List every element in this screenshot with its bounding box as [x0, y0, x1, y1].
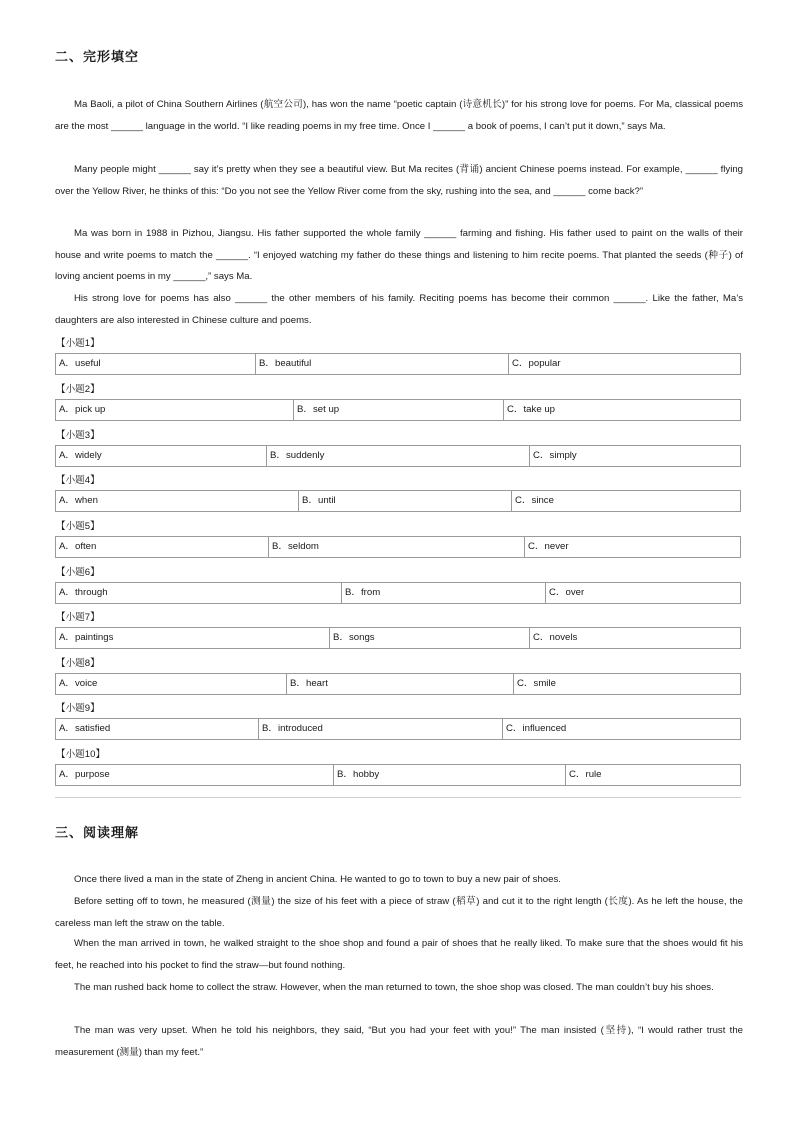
question-label: 【小题6】	[56, 567, 100, 578]
question-label: 【小题2】	[56, 384, 100, 395]
reading-paragraph-5: The man was very upset. When he told his neighbors, they said, “But you had your feet with you!” The man insisted (坚持), “I would rather trust the measurement (测量) than my feet.”	[55, 1025, 743, 1058]
option-a[interactable]: A．often	[59, 541, 97, 552]
option-b[interactable]: B．beautiful	[255, 354, 508, 374]
option-b[interactable]: B．hobby	[333, 765, 565, 785]
option-a[interactable]: A．satisfied	[59, 723, 111, 734]
option-a[interactable]: A．useful	[59, 358, 101, 369]
option-row	[55, 445, 741, 467]
option-row	[55, 764, 741, 786]
cloze-paragraph-2: Many people might ______ say it’s pretty when they see a beautiful view. But Ma recites (背诵) ancient Chinese poems instead. For example, ______ flying over the Yellow River, he thinks of this: “Do you not see the Yellow River come from the sky, rushing into the sea, and ______ come back?”	[55, 164, 743, 197]
reading-paragraph-2: Before setting off to town, he measured (测量) the size of his feet with a piece of straw (稻草) and cut it to the right length (长度). As he left the house, the careless man left the straw on the table.	[55, 896, 743, 929]
option-a[interactable]: A．paintings	[59, 632, 114, 643]
option-row	[55, 718, 741, 740]
option-row	[55, 353, 741, 375]
reading-paragraph-4: The man rushed back home to collect the straw. However, when the man returned to town, the shoe shop was closed. The man couldn’t buy his shoes.	[74, 982, 714, 993]
option-a[interactable]: A．widely	[59, 450, 102, 461]
option-b[interactable]: B．from	[341, 583, 545, 603]
option-b[interactable]: B．songs	[329, 628, 529, 648]
question-label: 【小题7】	[56, 612, 100, 623]
option-b[interactable]: B．introduced	[258, 719, 502, 739]
option-row	[55, 490, 741, 512]
option-a[interactable]: A．purpose	[59, 769, 110, 780]
question-label: 【小题10】	[56, 749, 106, 760]
option-b[interactable]: B．until	[298, 491, 511, 511]
question-label: 【小题3】	[56, 430, 100, 441]
option-row	[55, 536, 741, 558]
option-row	[55, 399, 741, 421]
option-b[interactable]: B．heart	[286, 674, 513, 694]
cloze-section-title: 二、完形填空	[55, 49, 140, 64]
question-label: 【小题9】	[56, 703, 100, 714]
cloze-paragraph-3: Ma was born in 1988 in Pizhou, Jiangsu. His father supported the whole family ______ farming and fishing. His father used to paint on the walls of their house and write poems to match the ______. “I enjoyed watching my father do these things and listening to him recite poems. That planted the seeds (种子) of loving ancient poems in my ______,” says Ma.	[55, 228, 743, 282]
option-b[interactable]: B．suddenly	[266, 446, 529, 466]
option-row	[55, 582, 741, 604]
option-a[interactable]: A．when	[59, 495, 98, 506]
option-c[interactable]: C．influenced	[502, 719, 740, 739]
option-a[interactable]: A．voice	[59, 678, 98, 689]
option-c[interactable]: C．rule	[565, 765, 740, 785]
question-label: 【小题8】	[56, 658, 100, 669]
option-b[interactable]: B．set up	[293, 400, 503, 420]
question-label: 【小题4】	[56, 475, 100, 486]
option-c[interactable]: C．simply	[529, 446, 740, 466]
option-c[interactable]: C．since	[511, 491, 740, 511]
reading-section-title: 三、阅读理解	[55, 825, 140, 840]
option-row	[55, 627, 741, 649]
question-label: 【小题5】	[56, 521, 100, 532]
section-divider	[55, 797, 741, 798]
reading-paragraph-3: When the man arrived in town, he walked straight to the shoe shop and found a pair of shoes that he really liked. To make sure that the shoes would fit his feet, he reached into his pocket to find the straw—but found nothing.	[55, 938, 743, 971]
option-c[interactable]: C．over	[545, 583, 740, 603]
option-c[interactable]: C．popular	[508, 354, 740, 374]
reading-paragraph-1: Once there lived a man in the state of Zheng in ancient China. He wanted to go to town to buy a new pair of shoes.	[74, 874, 561, 885]
cloze-paragraph-1: Ma Baoli, a pilot of China Southern Airlines (航空公司), has won the name “poetic captain (诗意机长)” for his strong love for poems. For Ma, classical poems are the most ______ language in the world. “I like reading poems in my free time. Once I ______ a book of poems, I can’t put it down,” says Ma.	[55, 99, 743, 132]
option-b[interactable]: B．seldom	[268, 537, 524, 557]
option-c[interactable]: C．smile	[513, 674, 740, 694]
option-a[interactable]: A．pick up	[59, 404, 106, 415]
option-c[interactable]: C．take up	[503, 400, 740, 420]
cloze-paragraph-4: His strong love for poems has also ______ the other members of his family. Reciting poems has become their common ______. Like the father, Ma’s daughters are also interested in Chinese culture and poems.	[55, 293, 743, 326]
option-c[interactable]: C．novels	[529, 628, 740, 648]
option-a[interactable]: A．through	[59, 587, 108, 598]
option-row	[55, 673, 741, 695]
option-c[interactable]: C．never	[524, 537, 740, 557]
question-label: 【小题1】	[56, 338, 100, 349]
